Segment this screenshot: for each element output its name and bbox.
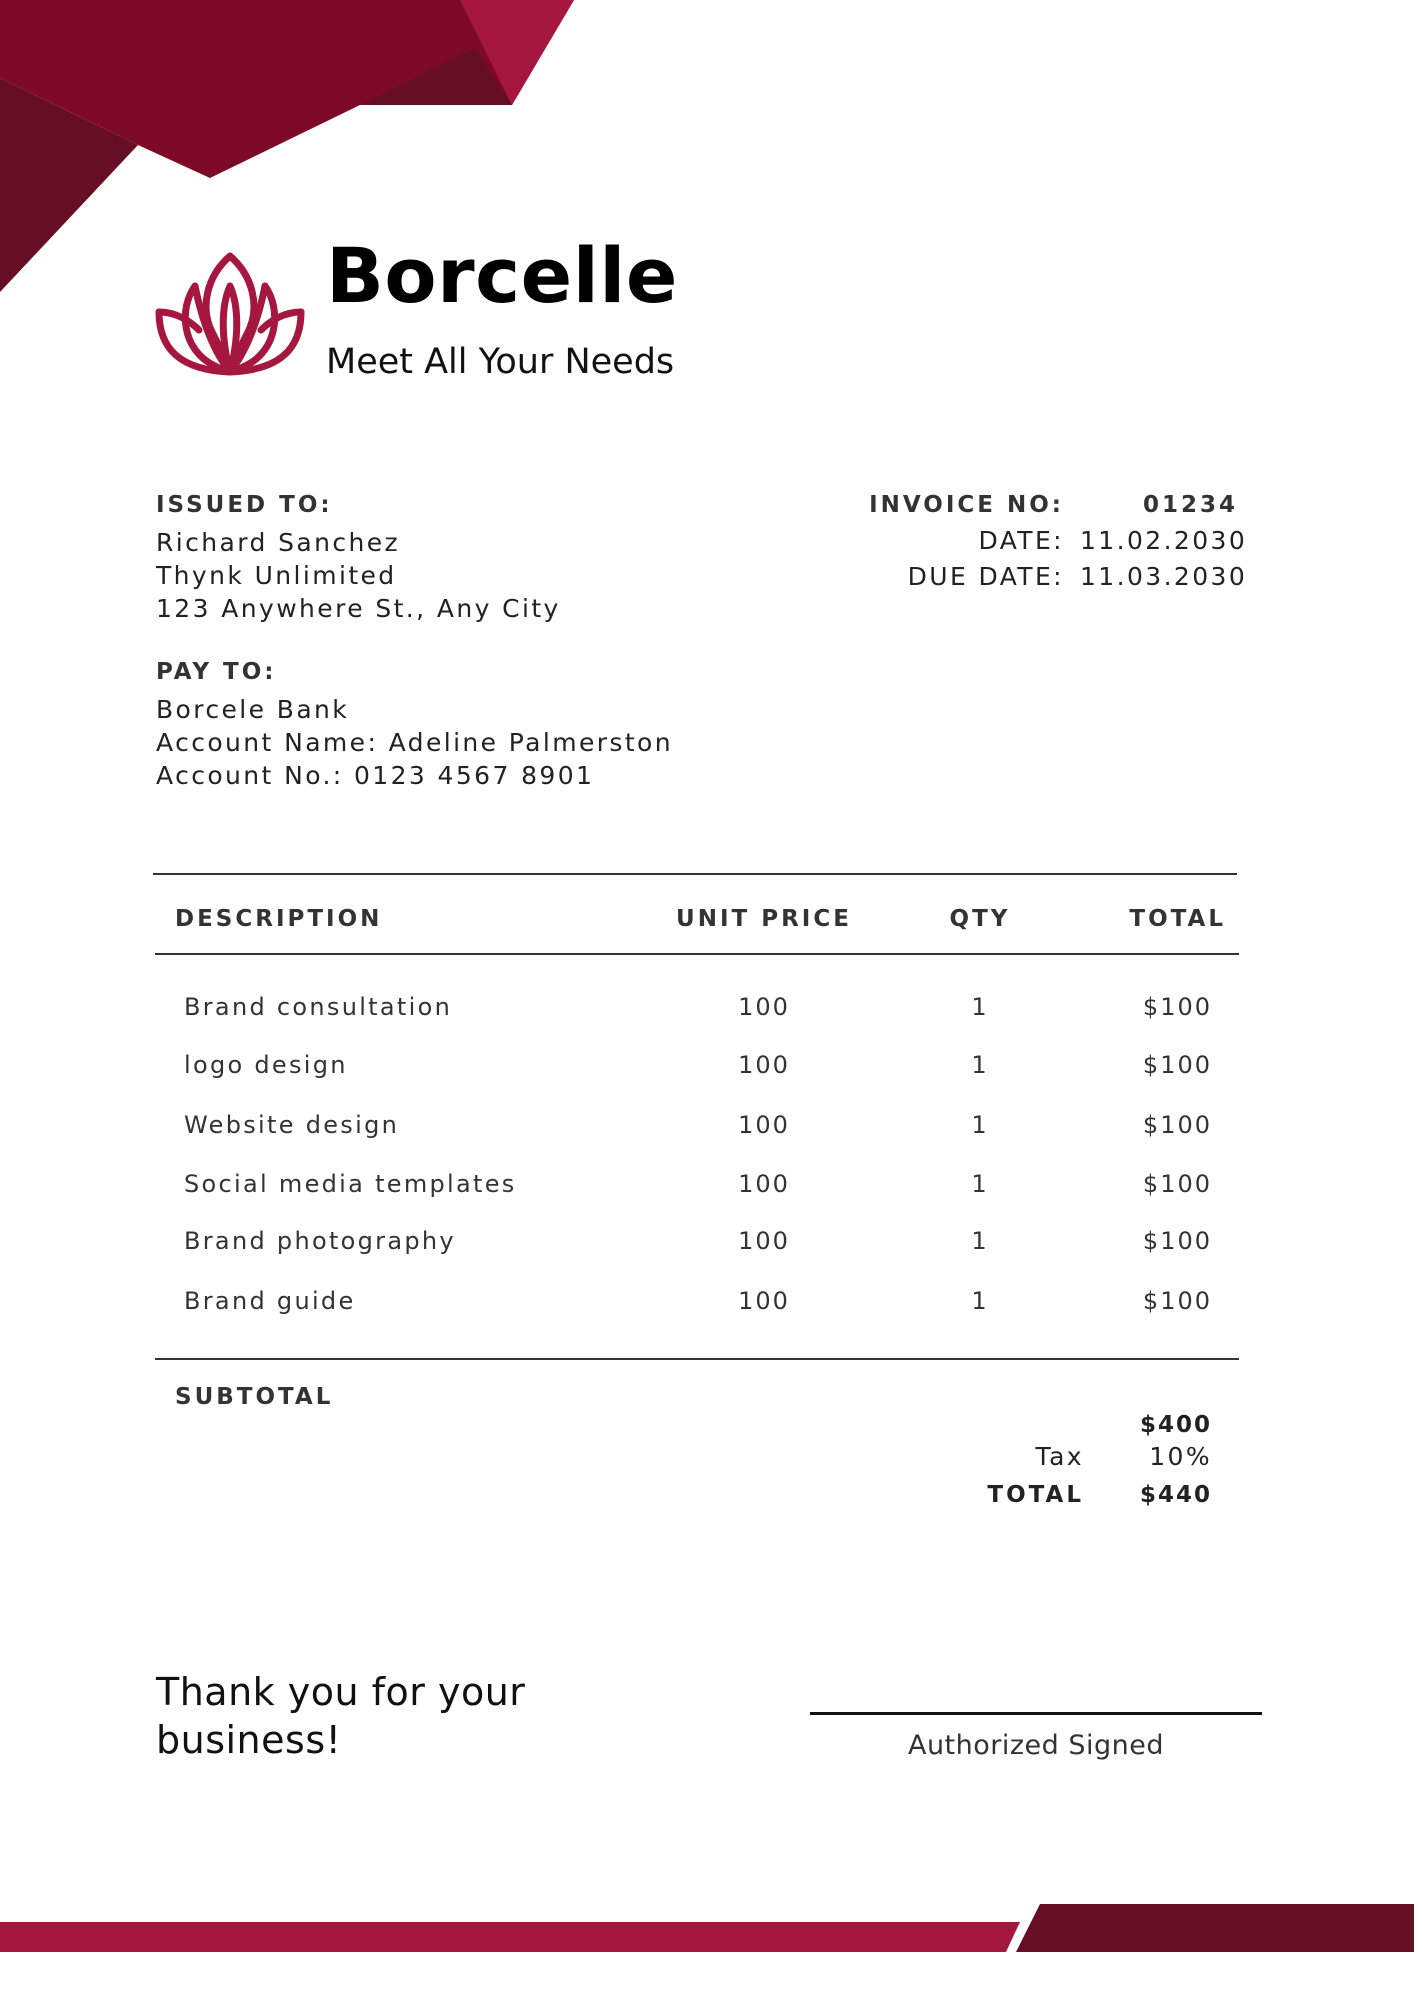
thank-you-message — [156, 1668, 525, 1764]
total-value: $440 — [1139, 1482, 1212, 1508]
total-label: TOTAL — [987, 1482, 1084, 1508]
invoice-date: 11.02.2030 — [1080, 526, 1248, 555]
date-label: DATE: — [978, 526, 1064, 555]
account-name: Account Name: Adeline Palmerston — [156, 728, 673, 757]
issued-to-block — [156, 526, 561, 625]
item-unit-price: 100 — [738, 1287, 790, 1315]
table-bottom-rule — [155, 1358, 1239, 1360]
table-row — [0, 1111, 1414, 1151]
item-qty: 1 — [971, 993, 989, 1021]
tax-value: 10% — [1149, 1442, 1212, 1471]
pay-to-label: PAY TO: — [156, 659, 277, 685]
table-top-rule — [153, 873, 1237, 875]
table-header-rule — [155, 953, 1239, 955]
table-row — [0, 1051, 1414, 1091]
client-company: Thynk Unlimited — [156, 561, 397, 590]
table-row — [0, 1287, 1414, 1327]
tax-label: Tax — [1035, 1442, 1084, 1471]
lotus-icon — [155, 250, 305, 380]
due-date-label: DUE DATE: — [907, 562, 1064, 591]
item-unit-price: 100 — [738, 1227, 790, 1255]
item-total: $100 — [1142, 1287, 1212, 1315]
item-unit-price: 100 — [738, 1111, 790, 1139]
invoice-number-label: INVOICE NO: — [869, 492, 1064, 518]
bank-name: Borcele Bank — [156, 695, 350, 724]
item-description: logo design — [184, 1051, 348, 1079]
item-qty: 1 — [971, 1287, 989, 1315]
item-total: $100 — [1142, 1227, 1212, 1255]
brand-name: Borcelle — [326, 231, 678, 320]
signature-line — [810, 1712, 1262, 1715]
brand-tagline: Meet All Your Needs — [326, 342, 675, 382]
table-row — [0, 1170, 1414, 1210]
item-unit-price: 100 — [738, 1170, 790, 1198]
col-header-qty: QTY — [949, 906, 1011, 932]
client-name: Richard Sanchez — [156, 528, 401, 557]
item-description: Website design — [184, 1111, 400, 1139]
item-description: Social media templates — [184, 1170, 517, 1198]
pay-to-block — [156, 693, 673, 792]
item-qty: 1 — [971, 1111, 989, 1139]
invoice-due-date: 11.03.2030 — [1080, 562, 1248, 591]
item-qty: 1 — [971, 1227, 989, 1255]
col-header-description: DESCRIPTION — [175, 906, 383, 932]
subtotal-value: $400 — [1139, 1412, 1212, 1438]
invoice-number: 01234 — [1142, 492, 1238, 518]
table-row — [0, 993, 1414, 1033]
item-qty: 1 — [971, 1170, 989, 1198]
client-address: 123 Anywhere St., Any City — [156, 594, 561, 623]
issued-to-label: ISSUED TO: — [156, 492, 333, 518]
item-description: Brand photography — [184, 1227, 456, 1255]
subtotal-label: SUBTOTAL — [175, 1384, 334, 1410]
item-total: $100 — [1142, 993, 1212, 1021]
thank-you-line-1: Thank you for your — [156, 1670, 526, 1714]
item-unit-price: 100 — [738, 993, 790, 1021]
account-number: Account No.: 0123 4567 8901 — [156, 761, 595, 790]
item-description: Brand guide — [184, 1287, 356, 1315]
item-total: $100 — [1142, 1170, 1212, 1198]
item-total: $100 — [1142, 1111, 1212, 1139]
item-description: Brand consultation — [184, 993, 453, 1021]
table-row — [0, 1227, 1414, 1267]
item-qty: 1 — [971, 1051, 989, 1079]
thank-you-line-2: business! — [156, 1718, 342, 1762]
item-total: $100 — [1142, 1051, 1212, 1079]
item-unit-price: 100 — [738, 1051, 790, 1079]
col-header-unit-price: UNIT PRICE — [676, 906, 852, 932]
col-header-total: TOTAL — [1129, 906, 1226, 932]
signature-label: Authorized Signed — [907, 1730, 1165, 1761]
